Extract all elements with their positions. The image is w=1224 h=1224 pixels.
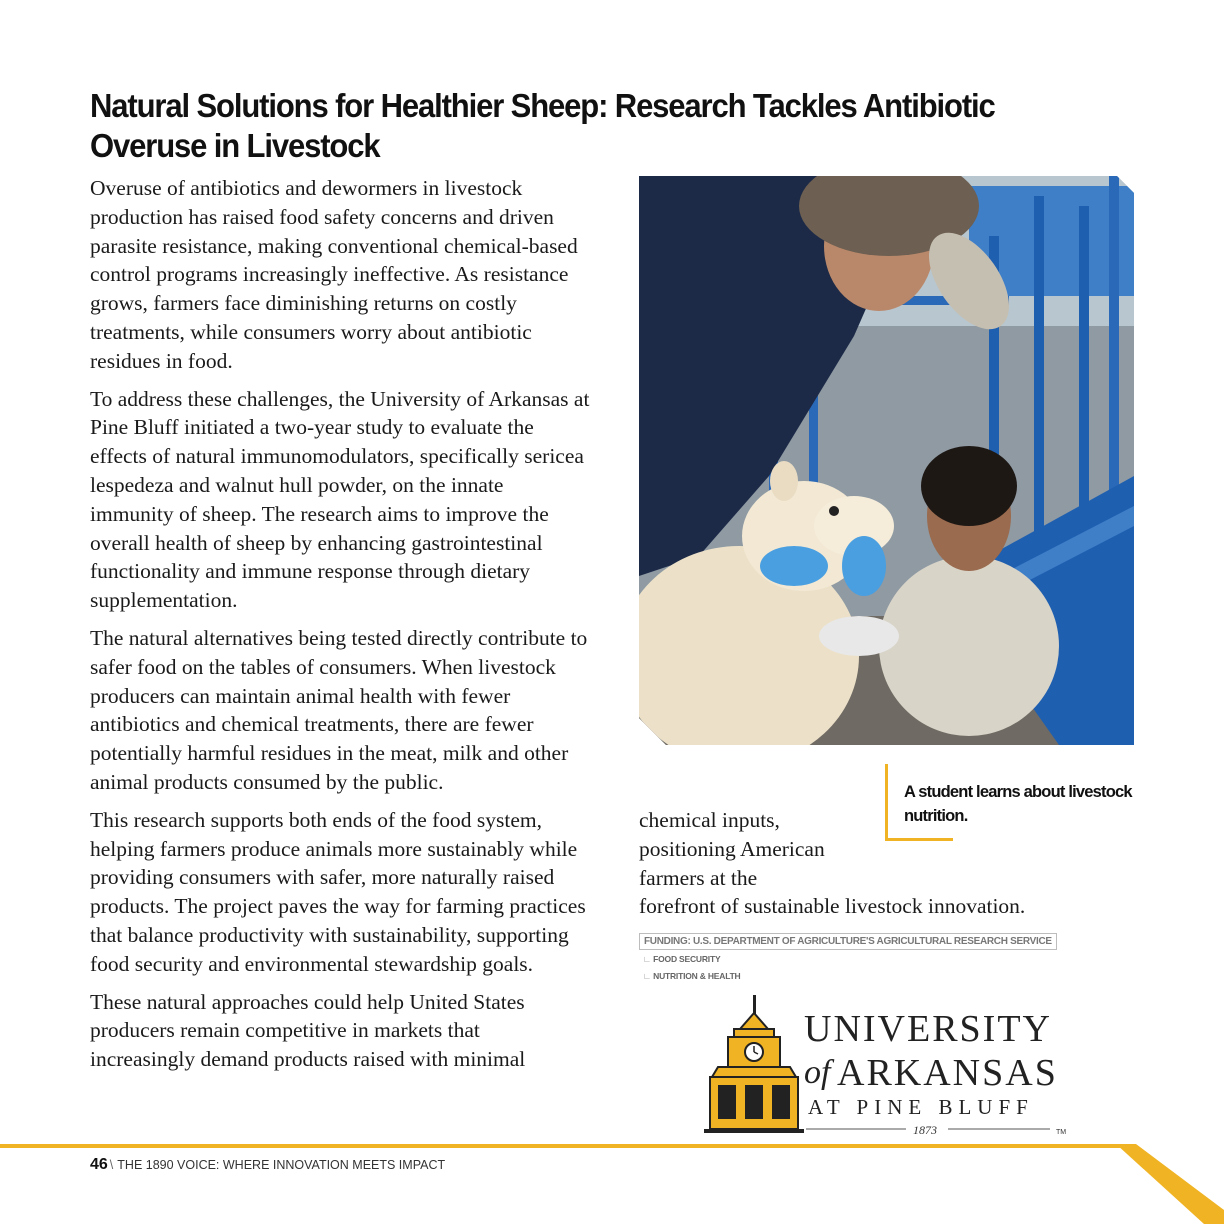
logo-university: UNIVERSITY <box>804 1008 1052 1050</box>
funding-tag-nutrition-health: NUTRITION & HEALTH <box>653 971 741 981</box>
page-number: 46 <box>90 1156 108 1173</box>
logo-trademark: TM <box>1056 1129 1067 1136</box>
logo-of: of <box>804 1054 831 1091</box>
corner-accent <box>1100 1140 1224 1224</box>
continued-line: chemical inputs, <box>639 808 780 832</box>
article-body <box>90 174 590 1083</box>
publication-title: THE 1890 VOICE: WHERE INNOVATION MEETS IMPACT <box>117 1158 446 1172</box>
body-paragraph-4: This research supports both ends of the food system, helping farmers produce animals more sustainably while providing consumers with safer, more naturally raised products. The project paves the way for farming practices that balance productivity with sustainability, supporting food security and environmental stewardship goals. <box>90 807 586 976</box>
body-paragraph-1: Overuse of antibiotics and dewormers in livestock production has raised food safety concerns and driven parasite resistance, making conventional chemical-based control programs increasingly ineffective. As resistance grows, farmers face diminishing returns on costly treatments, while consumers worry about antibiotic residues in food. <box>90 176 578 373</box>
body-paragraph-5-continued <box>639 806 1099 921</box>
body-paragraph-5: These natural approaches could help United States producers remain competitive in markets that increasingly demand products raised with minimal <box>90 989 526 1072</box>
article-photo <box>639 176 1134 745</box>
funding-tag <box>643 954 720 964</box>
logo-arkansas: ARKANSAS <box>837 1052 1058 1094</box>
photo-caption: A student learns about livestock nutrition. <box>904 783 1132 825</box>
continued-line: farmers at the <box>639 865 758 890</box>
body-paragraph-2: To address these challenges, the University of Arkansas at Pine Bluff initiated a two-year study to evaluate the effects of natural immunomodulators, specifically sericea lespedeza and walnut hull powder, on the innate immunity of sheep. The research aims to improve the overall health of sheep by enhancing gastrointestinal functionality and immune response through dietary supplementation. <box>90 386 590 613</box>
footer-separator: \ <box>109 1158 114 1172</box>
article-title: Natural Solutions for Healthier Sheep: Research Tackles Antibiotic Overuse in Livestock <box>90 87 995 164</box>
university-logo <box>700 995 1080 1140</box>
photo-illustration <box>639 176 1134 745</box>
logo-pine-bluff: AT PINE BLUFF <box>808 1095 1034 1119</box>
page-footer <box>90 1156 445 1174</box>
logo-year: 1873 <box>913 1123 937 1137</box>
footer-rule <box>0 1144 1130 1148</box>
body-paragraph-3: The natural alternatives being tested directly contribute to safer food on the tables of consumers. When livestock producers can maintain animal health with fewer antibiotics and chemical treatments, there are fewer potentially harmful residues in the meat, milk and other animal products consumed by the public. <box>90 625 588 794</box>
continued-line: positioning American <box>639 836 825 861</box>
tag-marker-icon: ∟ <box>643 954 652 964</box>
bell-tower-icon <box>704 995 804 1133</box>
funding-tag <box>643 971 741 981</box>
tag-marker-icon: ∟ <box>643 971 652 981</box>
continued-line: forefront of sustainable livestock innovation. <box>639 894 1026 919</box>
funding-label: FUNDING: U.S. DEPARTMENT OF AGRICULTURE'S AGRICULTURAL RESEARCH SERVICE <box>639 933 1057 950</box>
funding-tag-food-security: FOOD SECURITY <box>653 954 721 964</box>
